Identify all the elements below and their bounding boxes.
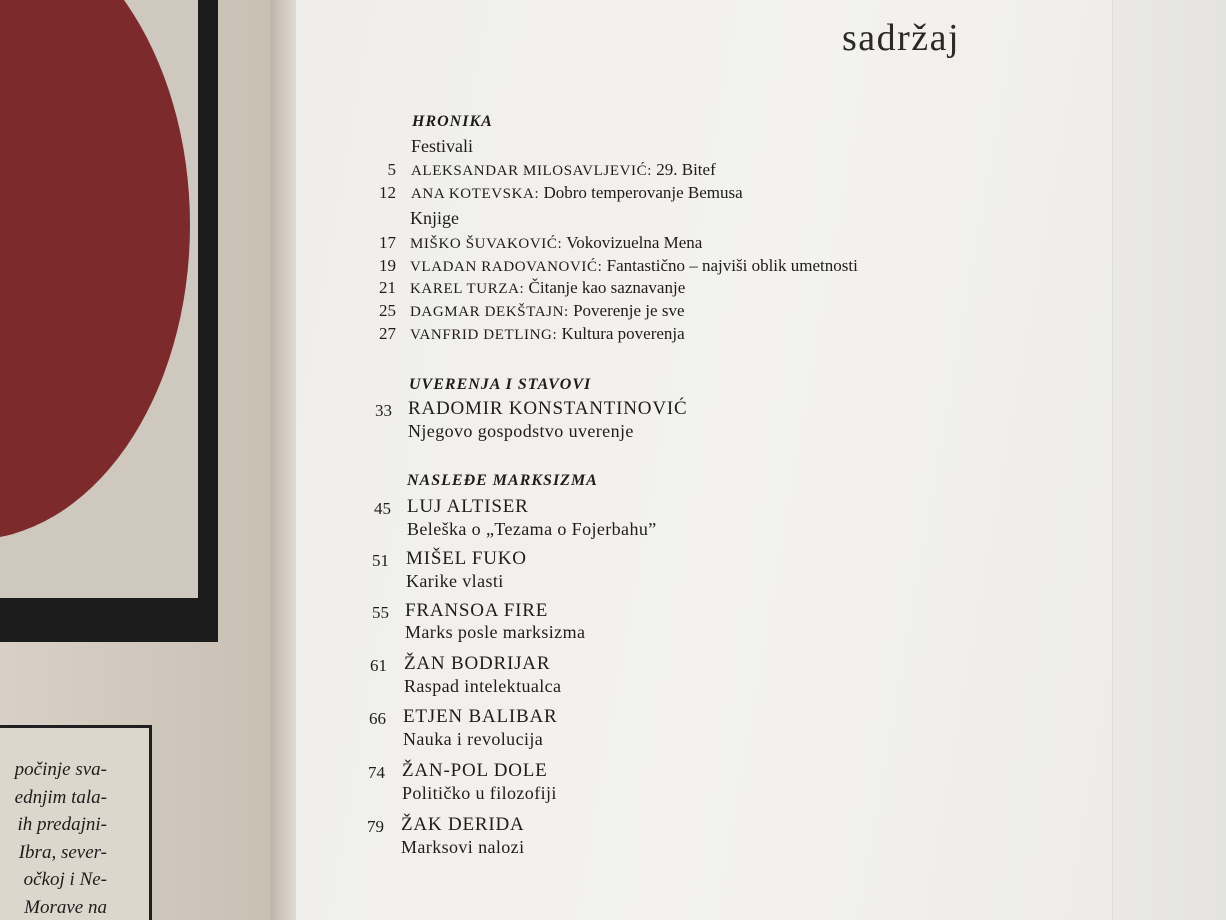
entry-title: 29. Bitef: [656, 160, 716, 179]
entry-title: Marks posle marksizma: [405, 622, 586, 642]
toc-entry: [411, 183, 743, 203]
page-number: 45: [374, 499, 391, 518]
entry-author: ŽAN-POL DOLE: [402, 760, 548, 781]
cover-text-line: ednjim tala-: [14, 786, 107, 808]
entry-author: MIŠKO ŠUVAKOVIĆ:: [410, 236, 563, 252]
entry-author: FRANSOA FIRE: [405, 600, 549, 621]
page-number: 74: [368, 763, 385, 782]
entry-author: MIŠEL FUKO: [406, 548, 527, 569]
entry-author: RADOMIR KONSTANTINOVIĆ: [408, 398, 688, 419]
entry-title: Dobro temperovanje Bemusa: [543, 183, 743, 202]
entry-title: Političko u filozofiji: [402, 783, 557, 803]
cover-text-line: Morave na: [24, 896, 107, 918]
entry-title: Njegovo gospodstvo uverenje: [408, 421, 634, 441]
page-number: 79: [367, 817, 384, 836]
entry-author: DAGMAR DEKŠTAJN:: [410, 304, 569, 320]
page-number: 55: [372, 603, 389, 622]
page-number: 12: [379, 183, 396, 202]
entry-title: Čitanje kao saznavanje: [528, 278, 686, 297]
entry-title: Marksovi nalozi: [401, 837, 525, 857]
entry-author: ETJEN BALIBAR: [403, 706, 558, 727]
page-number: 19: [379, 256, 396, 275]
entry-title: Karike vlasti: [406, 571, 504, 591]
book-cover: [0, 0, 300, 920]
section-heading-nasledje: NASLEĐE MARKSIZMA: [407, 472, 598, 489]
toc-entry: [410, 278, 685, 298]
cover-text-line: ih predajni-: [17, 814, 107, 835]
entry-author: ALEKSANDAR MILOSAVLJEVIĆ:: [411, 163, 652, 179]
entry-author: VLADAN RADOVANOVIĆ:: [410, 259, 603, 275]
entry-title: Kultura poverenja: [561, 324, 685, 343]
entry-author: KAREL TURZA:: [410, 281, 525, 297]
entry-author: LUJ ALTISER: [407, 496, 529, 517]
entry-author: ANA KOTEVSKA:: [411, 186, 540, 202]
cover-text-box: [0, 725, 152, 920]
page-edge: [1112, 0, 1226, 920]
red-circle: [0, 0, 190, 540]
entry-title: Beleška o „Tezama o Fojerbahu”: [407, 519, 657, 539]
entry-author: ŽAK DERIDA: [401, 814, 525, 835]
entry-title: Fantastično – najviši oblik umetnosti: [606, 256, 858, 275]
entry-title: Nauka i revolucija: [403, 729, 544, 749]
entry-author: ŽAN BODRIJAR: [404, 653, 551, 674]
group-label-knjige: Knjige: [410, 208, 459, 228]
section-heading-uverenja: UVERENJA I STAVOVI: [409, 376, 592, 393]
entry-title: Raspad intelektualca: [404, 676, 562, 696]
cover-text-line: počinje sva-: [14, 759, 107, 780]
page-title: sadržaj: [842, 17, 961, 59]
cover-text-line: Ibra, sever-: [18, 841, 107, 863]
page-number: 66: [369, 709, 386, 728]
entry-author: VANFRID DETLING:: [410, 327, 558, 343]
page-number: 51: [372, 551, 389, 570]
group-label-festivali: Festivali: [411, 136, 473, 156]
toc-entry: [410, 301, 684, 321]
cover-text-line: očkoj i Ne-: [23, 869, 107, 890]
toc-entry: [410, 233, 702, 253]
page-number: 21: [379, 278, 396, 297]
toc-entry: [410, 256, 858, 276]
toc-entry: [410, 324, 685, 344]
page-number: 25: [379, 301, 396, 320]
page-number: 33: [375, 401, 392, 420]
page-number: 61: [370, 656, 387, 675]
page-number: 17: [379, 233, 396, 252]
section-heading-hronika: HRONIKA: [412, 113, 493, 130]
page-number: 5: [387, 160, 396, 179]
toc-entry: [411, 160, 716, 180]
page-number: 27: [379, 324, 396, 343]
cover-panel: [0, 0, 198, 598]
entry-title: Vokovizuelna Mena: [566, 233, 703, 252]
entry-title: Poverenje je sve: [573, 301, 685, 320]
